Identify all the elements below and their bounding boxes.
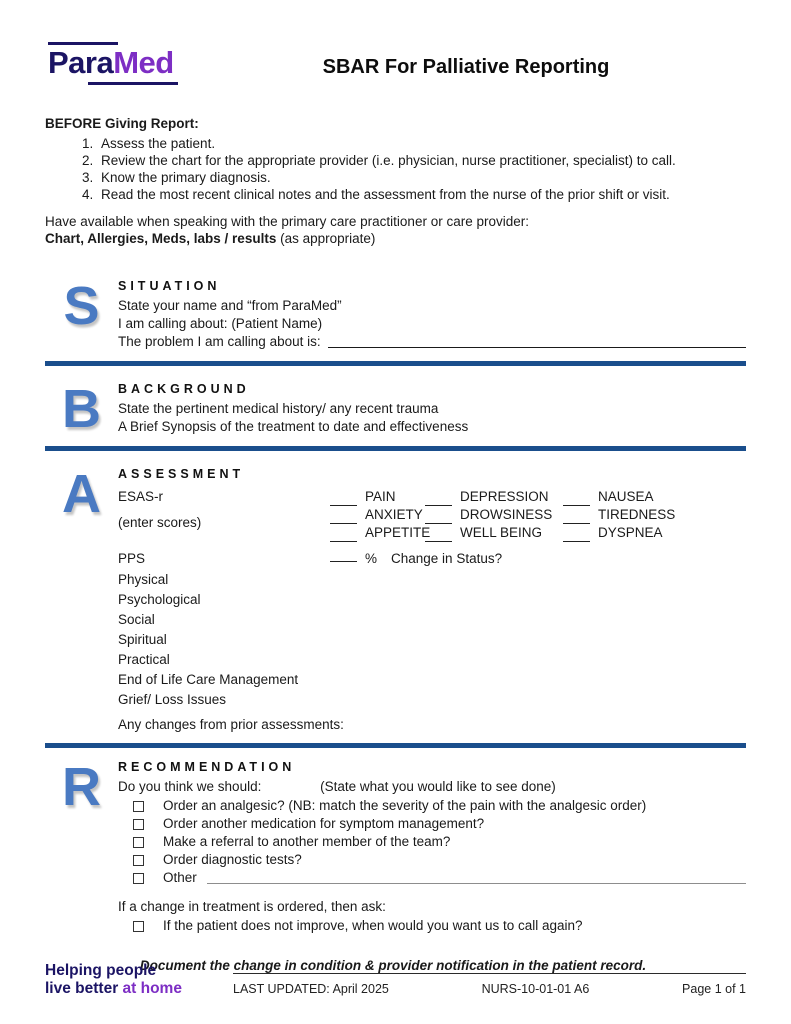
followup-option-label: If the patient does not improve, when would you want us to call again? xyxy=(163,917,583,933)
symptom-label: DROWSINESS xyxy=(460,506,553,522)
symptom-label: PAIN xyxy=(365,488,396,504)
option-checkbox[interactable] xyxy=(133,855,144,866)
score-blank-field[interactable] xyxy=(330,494,357,506)
symptom-label: DYSPNEA xyxy=(598,524,663,540)
prompt-label: Do you think we should: xyxy=(118,778,262,794)
domain-item: Grief/ Loss Issues xyxy=(118,691,227,707)
score-blank-field[interactable] xyxy=(425,512,452,524)
logo-wordmark xyxy=(48,47,278,80)
score-blank-field[interactable] xyxy=(563,512,590,524)
intro-section xyxy=(45,115,746,247)
symptom-label: ANXIETY xyxy=(365,506,423,522)
recommendation-option-row xyxy=(133,835,746,849)
symptom-cell xyxy=(425,506,563,524)
symptom-cell xyxy=(330,524,431,542)
prompt-row xyxy=(118,778,746,795)
pps-label: PPS xyxy=(118,550,146,566)
esas-symptom-grid xyxy=(330,488,675,542)
section-divider xyxy=(45,361,746,366)
assessment-domains xyxy=(118,572,746,708)
assessment-letter-col xyxy=(45,463,118,733)
tagline-line-2 xyxy=(45,980,233,998)
step-item: 3. Know the primary diagnosis. xyxy=(97,169,746,186)
letter-r: R xyxy=(62,756,101,817)
step-item: 1. Assess the patient. xyxy=(97,135,746,152)
score-blank-field[interactable] xyxy=(330,512,357,524)
background-line-2: A Brief Synopsis of the treatment to date and effectiveness xyxy=(118,418,469,434)
letter-b: B xyxy=(62,378,101,439)
symptom-label: WELL BEING xyxy=(460,524,543,540)
letter-s: S xyxy=(63,275,100,336)
symptom-label: TIREDNESS xyxy=(598,506,676,522)
last-updated-text: LAST UPDATED: April 2025 xyxy=(233,982,389,996)
bring-items-bold: Chart, Allergies, Meds, labs / results xyxy=(45,230,277,246)
recommendation-content xyxy=(118,760,746,975)
problem-row xyxy=(118,333,746,351)
page-title: SBAR For Palliative Reporting xyxy=(322,56,610,78)
score-blank-field[interactable] xyxy=(563,494,590,506)
symptom-cell xyxy=(563,488,654,506)
step-item: 4. Read the most recent clinical notes and the assessment from the nurse of the prior shift or visit. xyxy=(97,186,746,203)
option-label: Order another medication for symptom management? xyxy=(163,815,485,831)
change-in-status-label: Change in Status? xyxy=(391,550,503,566)
letter-a: A xyxy=(62,463,101,524)
paramed-logo xyxy=(48,42,278,85)
percent-sign: % xyxy=(365,550,378,566)
background-line-1: State the pertinent medical history/ any recent trauma xyxy=(118,400,439,416)
option-label: Make a referral to another member of the team? xyxy=(163,833,451,849)
changes-from-prior-label: Any changes from prior assessments: xyxy=(118,716,344,732)
symptom-cell xyxy=(425,524,563,542)
recommendation-letter-col xyxy=(45,756,118,975)
symptom-cell xyxy=(425,488,563,506)
recommendation-other-row xyxy=(133,871,746,885)
symptom-label: APPETITE xyxy=(365,524,431,540)
symptom-row xyxy=(330,524,675,542)
symptom-cell xyxy=(563,524,663,542)
tagline-line-1: Helping people xyxy=(45,962,157,979)
page-number-text: Page 1 of 1 xyxy=(682,982,746,996)
background-heading: BACKGROUND xyxy=(118,381,250,396)
symptom-cell xyxy=(563,506,675,524)
assessment-heading: ASSESSMENT xyxy=(118,466,245,481)
symptom-cell xyxy=(330,506,425,524)
followup-option-row xyxy=(133,919,746,933)
recommendation-option-row xyxy=(133,853,746,867)
esas-block xyxy=(118,488,746,542)
pps-blank-field[interactable] xyxy=(330,550,357,562)
step-item: 2. Review the chart for the appropriate provider (i.e. physician, nurse practitioner, specialist) to call. xyxy=(97,152,746,169)
logo-text-med: Med xyxy=(113,45,174,80)
score-blank-field[interactable] xyxy=(425,494,452,506)
score-blank-field[interactable] xyxy=(330,530,357,542)
recommendation-option-row xyxy=(133,817,746,831)
option-label: Order an analgesic? (NB: match the severity of the pain with the analgesic order) xyxy=(163,797,647,813)
esas-labels xyxy=(118,488,330,542)
background-section xyxy=(45,378,746,439)
domain-item: Social xyxy=(118,611,155,627)
pps-row xyxy=(118,550,746,568)
situation-content xyxy=(118,279,746,351)
bring-items-rest: (as appropriate) xyxy=(276,230,376,246)
other-label: Other xyxy=(163,869,197,885)
prompt-hint: (State what you would like to see done) xyxy=(320,778,556,794)
logo-text-para: Para xyxy=(48,45,114,80)
domain-item: Spiritual xyxy=(118,631,167,647)
domain-item: Physical xyxy=(118,571,169,587)
section-divider xyxy=(45,446,746,451)
symptom-cell xyxy=(330,488,425,506)
before-report-heading: BEFORE Giving Report: xyxy=(45,115,199,131)
page-footer xyxy=(45,962,746,998)
option-checkbox[interactable] xyxy=(133,921,144,932)
domain-item: Practical xyxy=(118,651,170,667)
option-checkbox[interactable] xyxy=(133,837,144,848)
option-checkbox[interactable] xyxy=(133,873,144,884)
logo-rule-bottom xyxy=(88,82,178,85)
followup-heading: If a change in treatment is ordered, then ask: xyxy=(118,898,386,914)
symptom-label: NAUSEA xyxy=(598,488,654,504)
esas-sub-label: (enter scores) xyxy=(118,514,202,530)
background-letter-col xyxy=(45,378,118,439)
assessment-section xyxy=(45,463,746,733)
have-available-text: Have available when speaking with the primary care practitioner or care provider: xyxy=(45,213,529,229)
situation-letter-col xyxy=(45,275,118,351)
recommendation-section xyxy=(45,756,746,975)
section-divider xyxy=(45,743,746,748)
situation-heading: SITUATION xyxy=(118,278,221,293)
score-blank-field[interactable] xyxy=(563,530,590,542)
doc-code-text: NURS-10-01-01 A6 xyxy=(481,982,590,996)
situation-section xyxy=(45,275,746,351)
domain-item: Psychological xyxy=(118,591,201,607)
footer-tagline xyxy=(45,962,233,998)
esas-label: ESAS-r xyxy=(118,488,164,504)
recommendation-heading: RECOMMENDATION xyxy=(118,759,296,774)
symptom-row xyxy=(330,506,675,524)
domain-item: End of Life Care Management xyxy=(118,671,299,687)
before-report-steps xyxy=(45,135,746,203)
other-blank-field[interactable] xyxy=(207,872,746,884)
document-note: Document the change in condition & provider notification in the patient record. xyxy=(139,957,647,973)
option-label: Order diagnostic tests? xyxy=(163,851,302,867)
symptom-label: DEPRESSION xyxy=(460,488,549,504)
option-checkbox[interactable] xyxy=(133,801,144,812)
situation-line-1: State your name and “from ParaMed” xyxy=(118,297,342,313)
situation-line-2: I am calling about: (Patient Name) xyxy=(118,315,323,331)
symptom-row xyxy=(330,488,675,506)
problem-blank-field[interactable] xyxy=(328,336,746,348)
score-blank-field[interactable] xyxy=(425,530,452,542)
option-checkbox[interactable] xyxy=(133,819,144,830)
problem-label: The problem I am calling about is: xyxy=(118,333,321,349)
bring-items-line xyxy=(45,230,746,247)
recommendation-option-row xyxy=(133,799,746,813)
document-header xyxy=(0,0,791,85)
tagline-live-better: live better xyxy=(45,980,123,997)
background-content xyxy=(118,382,746,436)
footer-meta-bar xyxy=(233,973,746,996)
tagline-at-home: at home xyxy=(122,980,182,997)
assessment-content xyxy=(118,467,746,733)
